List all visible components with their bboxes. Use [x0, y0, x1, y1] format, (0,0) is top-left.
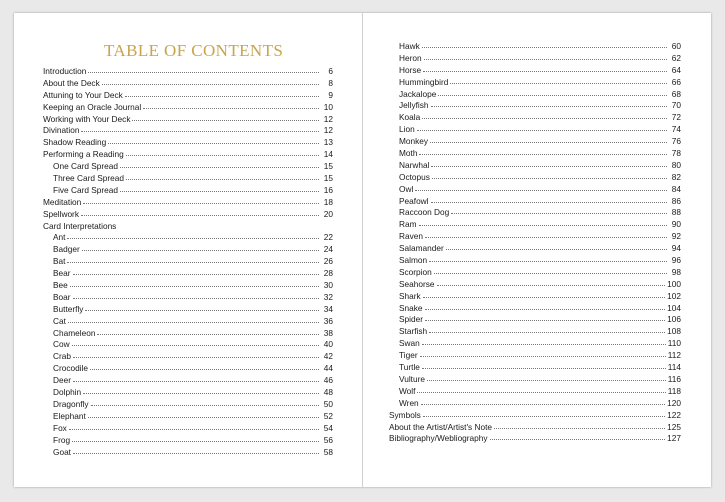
toc-entry-label: Swan	[399, 338, 420, 349]
toc-entry-label: Koala	[399, 112, 421, 123]
dot-leader	[423, 409, 665, 417]
toc-entry-label: Peafowl	[399, 195, 429, 206]
toc-entry-label: Scorpion	[399, 266, 432, 277]
toc-entry-page-number: 15	[323, 173, 333, 184]
dot-leader	[425, 313, 665, 321]
toc-entry-label: Raccoon Dog	[399, 207, 450, 218]
dot-leader	[423, 290, 665, 298]
toc-entry-page-number: 78	[671, 148, 681, 159]
dot-leader	[417, 385, 665, 393]
toc-entry-page-number: 24	[323, 244, 333, 255]
toc-entry-label: Ant	[53, 232, 66, 243]
dot-leader	[85, 303, 319, 311]
toc-entry-label: Frog	[53, 434, 71, 445]
right-page	[363, 13, 711, 487]
toc-entry-page-number: 42	[323, 351, 333, 362]
toc-entry-label: Moth	[399, 148, 418, 159]
dot-leader	[423, 64, 667, 72]
toc-entry-label: Starfish	[399, 326, 428, 337]
toc-entry-label: Meditation	[43, 196, 82, 207]
toc-entry-page-number: 28	[323, 268, 333, 279]
dot-leader	[132, 113, 319, 121]
dot-leader	[417, 123, 667, 131]
toc-entry-label: Dolphin	[53, 387, 82, 398]
toc-entry-page-number: 6	[328, 66, 333, 76]
toc-entry-label: Monkey	[399, 136, 429, 147]
toc-entry-page-number: 60	[671, 41, 681, 51]
dot-leader	[420, 349, 666, 357]
dot-leader	[97, 327, 319, 335]
toc-entry-page-number: 112	[667, 350, 681, 361]
toc-entry	[43, 209, 333, 221]
dot-leader	[438, 88, 667, 96]
dot-leader	[73, 291, 319, 299]
toc-entry-page-number: 86	[671, 195, 681, 206]
toc-entry-page-number: 76	[671, 136, 681, 147]
toc-entry-label: Cow	[53, 339, 70, 350]
toc-entry-page-number: 125	[667, 421, 681, 432]
toc-entry-page-number: 12	[323, 125, 333, 136]
dot-leader	[90, 362, 319, 370]
dot-leader	[81, 208, 319, 216]
toc-entry-page-number: 68	[671, 88, 681, 99]
toc-entry-label: Badger	[53, 244, 80, 255]
toc-entry-page-number: 46	[323, 375, 333, 386]
toc-entry-page-number: 64	[671, 64, 681, 75]
dot-leader	[422, 337, 666, 345]
toc-entry-page-number: 18	[323, 196, 333, 207]
toc-entry-label: Wren	[399, 397, 419, 408]
dot-leader	[490, 432, 666, 440]
toc-entry-page-number: 40	[323, 339, 333, 350]
dot-leader	[67, 231, 319, 239]
toc-entry-label: Working with Your Deck	[43, 113, 131, 124]
toc-entry-label: Shadow Reading	[43, 137, 107, 148]
dot-leader	[88, 410, 319, 418]
toc-entry-label: Crab	[53, 351, 71, 362]
toc-entry-page-number: 54	[323, 422, 333, 433]
toc-list-left	[43, 66, 333, 458]
dot-leader	[431, 195, 667, 203]
toc-entry-label: Narwhal	[399, 159, 430, 170]
toc-entry-page-number: 66	[671, 76, 681, 87]
toc-entry-page-number: 9	[328, 89, 333, 100]
toc-entry-label: Fox	[53, 422, 67, 433]
dot-leader	[126, 148, 319, 156]
dot-leader	[429, 254, 667, 262]
toc-entry-page-number: 58	[323, 446, 333, 457]
dot-leader	[415, 183, 667, 191]
dot-leader	[431, 159, 667, 167]
dot-leader	[108, 136, 319, 144]
toc-entry-label: Horse	[399, 64, 422, 75]
dot-leader	[82, 243, 319, 251]
toc-entry-label: Heron	[399, 52, 422, 63]
toc-entry-page-number: 50	[323, 398, 333, 409]
dot-leader	[424, 52, 667, 60]
dot-leader	[83, 196, 319, 204]
toc-entry-page-number: 106	[667, 314, 681, 325]
toc-entry-label: Vulture	[399, 373, 425, 384]
dot-leader	[72, 338, 319, 346]
toc-entry-label: Bat	[53, 256, 66, 267]
toc-entry-label: Bibliography/Webliography	[389, 433, 488, 444]
toc-entry-page-number: 90	[671, 219, 681, 230]
dot-leader	[72, 434, 319, 442]
toc-list-right	[389, 41, 681, 445]
toc-entry-label: Raven	[399, 231, 423, 242]
toc-entry-page-number: 16	[323, 184, 333, 195]
toc-entry-label: Spider	[399, 314, 423, 325]
dot-leader	[422, 111, 667, 119]
toc-entry	[389, 433, 681, 445]
toc-entry-page-number: 80	[671, 159, 681, 170]
dot-leader	[125, 89, 319, 97]
toc-entry-label: Card Interpretations	[43, 220, 117, 231]
dot-leader	[425, 302, 666, 310]
toc-entry-page-number: 84	[671, 183, 681, 194]
dot-leader	[419, 147, 667, 155]
toc-entry-label: Turtle	[399, 362, 420, 373]
dot-leader	[427, 373, 666, 381]
toc-entry-page-number: 15	[323, 161, 333, 172]
toc-entry-page-number: 82	[671, 171, 681, 182]
dot-leader	[429, 325, 665, 333]
toc-entry-label: Keeping an Oracle Journal	[43, 101, 142, 112]
toc-entry-page-number: 52	[323, 410, 333, 421]
dot-leader	[91, 398, 319, 406]
dot-leader	[494, 421, 665, 429]
dot-leader	[88, 65, 319, 73]
toc-entry-label: Spellwork	[43, 208, 79, 219]
dot-leader	[83, 386, 319, 394]
toc-entry-label: Salmon	[399, 255, 428, 266]
dot-leader	[73, 350, 319, 358]
toc-entry-page-number: 120	[667, 397, 681, 408]
toc-entry-page-number: 30	[323, 280, 333, 291]
toc-entry-label: Hummingbird	[399, 76, 449, 87]
toc-entry-page-number: 100	[667, 278, 681, 289]
toc-entry-label: Three Card Spread	[53, 173, 125, 184]
toc-entry-label: About the Artist/Artist's Note	[389, 421, 493, 432]
toc-entry-page-number: 48	[323, 387, 333, 398]
toc-entry-page-number: 12	[323, 113, 333, 124]
toc-entry-page-number: 38	[323, 327, 333, 338]
toc-entry-label: Boar	[53, 291, 71, 302]
dot-leader	[68, 315, 319, 323]
toc-entry-page-number: 32	[323, 291, 333, 302]
toc-entry-label: Snake	[399, 302, 423, 313]
toc-entry-label: Elephant	[53, 410, 86, 421]
toc-entry-page-number: 56	[323, 434, 333, 445]
toc-entry-page-number: 98	[671, 266, 681, 277]
toc-entry-page-number: 8	[328, 77, 333, 88]
dot-leader	[69, 422, 319, 430]
toc-entry-label: Chameleon	[53, 327, 96, 338]
toc-entry-label: Tiger	[399, 350, 418, 361]
toc-entry-page-number: 70	[671, 100, 681, 111]
toc-entry-label: Dragonfly	[53, 398, 89, 409]
toc-entry-page-number: 108	[667, 326, 681, 337]
toc-entry-label: Owl	[399, 183, 414, 194]
toc-entry-page-number: 14	[323, 149, 333, 160]
dot-leader	[81, 124, 319, 132]
toc-entry-label: Goat	[53, 446, 71, 457]
toc-entry-label: Shark	[399, 290, 421, 301]
dot-leader	[73, 446, 319, 454]
toc-entry-label: Deer	[53, 375, 71, 386]
toc-entry-page-number: 110	[667, 338, 681, 349]
dot-leader	[419, 218, 667, 226]
dot-leader	[450, 76, 667, 84]
toc-entry-label: Bee	[53, 280, 68, 291]
toc-entry-label: Wolf	[399, 385, 416, 396]
dot-leader	[422, 361, 666, 369]
dot-leader	[437, 278, 666, 286]
toc-entry-label: Symbols	[389, 409, 421, 420]
toc-entry-page-number: 26	[323, 256, 333, 267]
dot-leader	[73, 267, 319, 275]
toc-title: TABLE OF CONTENTS	[104, 41, 284, 60]
dot-leader	[425, 230, 667, 238]
toc-entry-label: Crocodile	[53, 363, 89, 374]
toc-entry-label: Jackalope	[399, 88, 437, 99]
dot-leader	[70, 279, 319, 287]
toc-entry-label: Jellyfish	[399, 100, 429, 111]
left-page	[14, 13, 362, 487]
toc-entry-label: Introduction	[43, 66, 87, 76]
dot-leader	[73, 374, 319, 382]
toc-entry-label: Five Card Spread	[53, 184, 119, 195]
dot-leader	[432, 171, 667, 179]
toc-entry-page-number: 10	[323, 101, 333, 112]
toc-entry-label: Performing a Reading	[43, 149, 124, 160]
toc-entry-label: Hawk	[399, 41, 420, 51]
toc-entry-label: About the Deck	[43, 77, 100, 88]
dot-leader	[431, 99, 667, 107]
toc-entry-page-number: 127	[667, 433, 681, 444]
toc-entry-page-number: 34	[323, 303, 333, 314]
toc-entry-page-number: 92	[671, 231, 681, 242]
dot-leader	[421, 397, 665, 405]
toc-entry-label: Butterfly	[53, 303, 84, 314]
toc-entry-page-number: 44	[323, 363, 333, 374]
toc-entry-label: Divination	[43, 125, 80, 136]
dot-leader	[422, 40, 667, 48]
dot-leader	[67, 255, 319, 263]
toc-entry-page-number: 94	[671, 243, 681, 254]
toc-entry-page-number: 62	[671, 52, 681, 63]
toc-entry-label: Ram	[399, 219, 417, 230]
toc-entry-label: Cat	[53, 315, 66, 326]
dot-leader	[120, 184, 319, 192]
dot-leader	[451, 206, 667, 214]
toc-entry-page-number: 13	[323, 137, 333, 148]
toc-entry-page-number: 104	[667, 302, 681, 313]
toc-entry-label: Attuning to Your Deck	[43, 89, 123, 100]
toc-entry-page-number: 114	[667, 362, 681, 373]
toc-entry-page-number: 36	[323, 315, 333, 326]
toc-entry-label: Bear	[53, 268, 71, 279]
toc-entry-page-number: 72	[671, 112, 681, 123]
toc-entry-page-number: 20	[323, 208, 333, 219]
toc-entry-page-number: 96	[671, 255, 681, 266]
toc-entry-label: Salamander	[399, 243, 444, 254]
toc-entry-label: Lion	[399, 124, 415, 135]
dot-leader	[446, 242, 667, 250]
book-spread	[14, 13, 711, 487]
dot-leader	[143, 101, 319, 109]
dot-leader	[430, 135, 667, 143]
toc-entry-page-number: 122	[667, 409, 681, 420]
toc-entry-page-number: 74	[671, 124, 681, 135]
dot-leader	[102, 77, 319, 85]
dot-leader	[118, 221, 319, 228]
toc-entry-page-number: 102	[667, 290, 681, 301]
toc-entry-page-number: 88	[671, 207, 681, 218]
dot-leader	[120, 160, 319, 168]
toc-entry-label: One Card Spread	[53, 161, 119, 172]
toc-entry-label: Seahorse	[399, 278, 435, 289]
dot-leader	[126, 172, 319, 180]
toc-entry-page-number: 118	[667, 385, 681, 396]
dot-leader	[434, 266, 667, 274]
toc-entry-page-number: 116	[667, 373, 681, 384]
toc-entry-page-number: 22	[323, 232, 333, 243]
toc-entry-label: Octopus	[399, 171, 430, 182]
toc-entry	[43, 447, 333, 459]
